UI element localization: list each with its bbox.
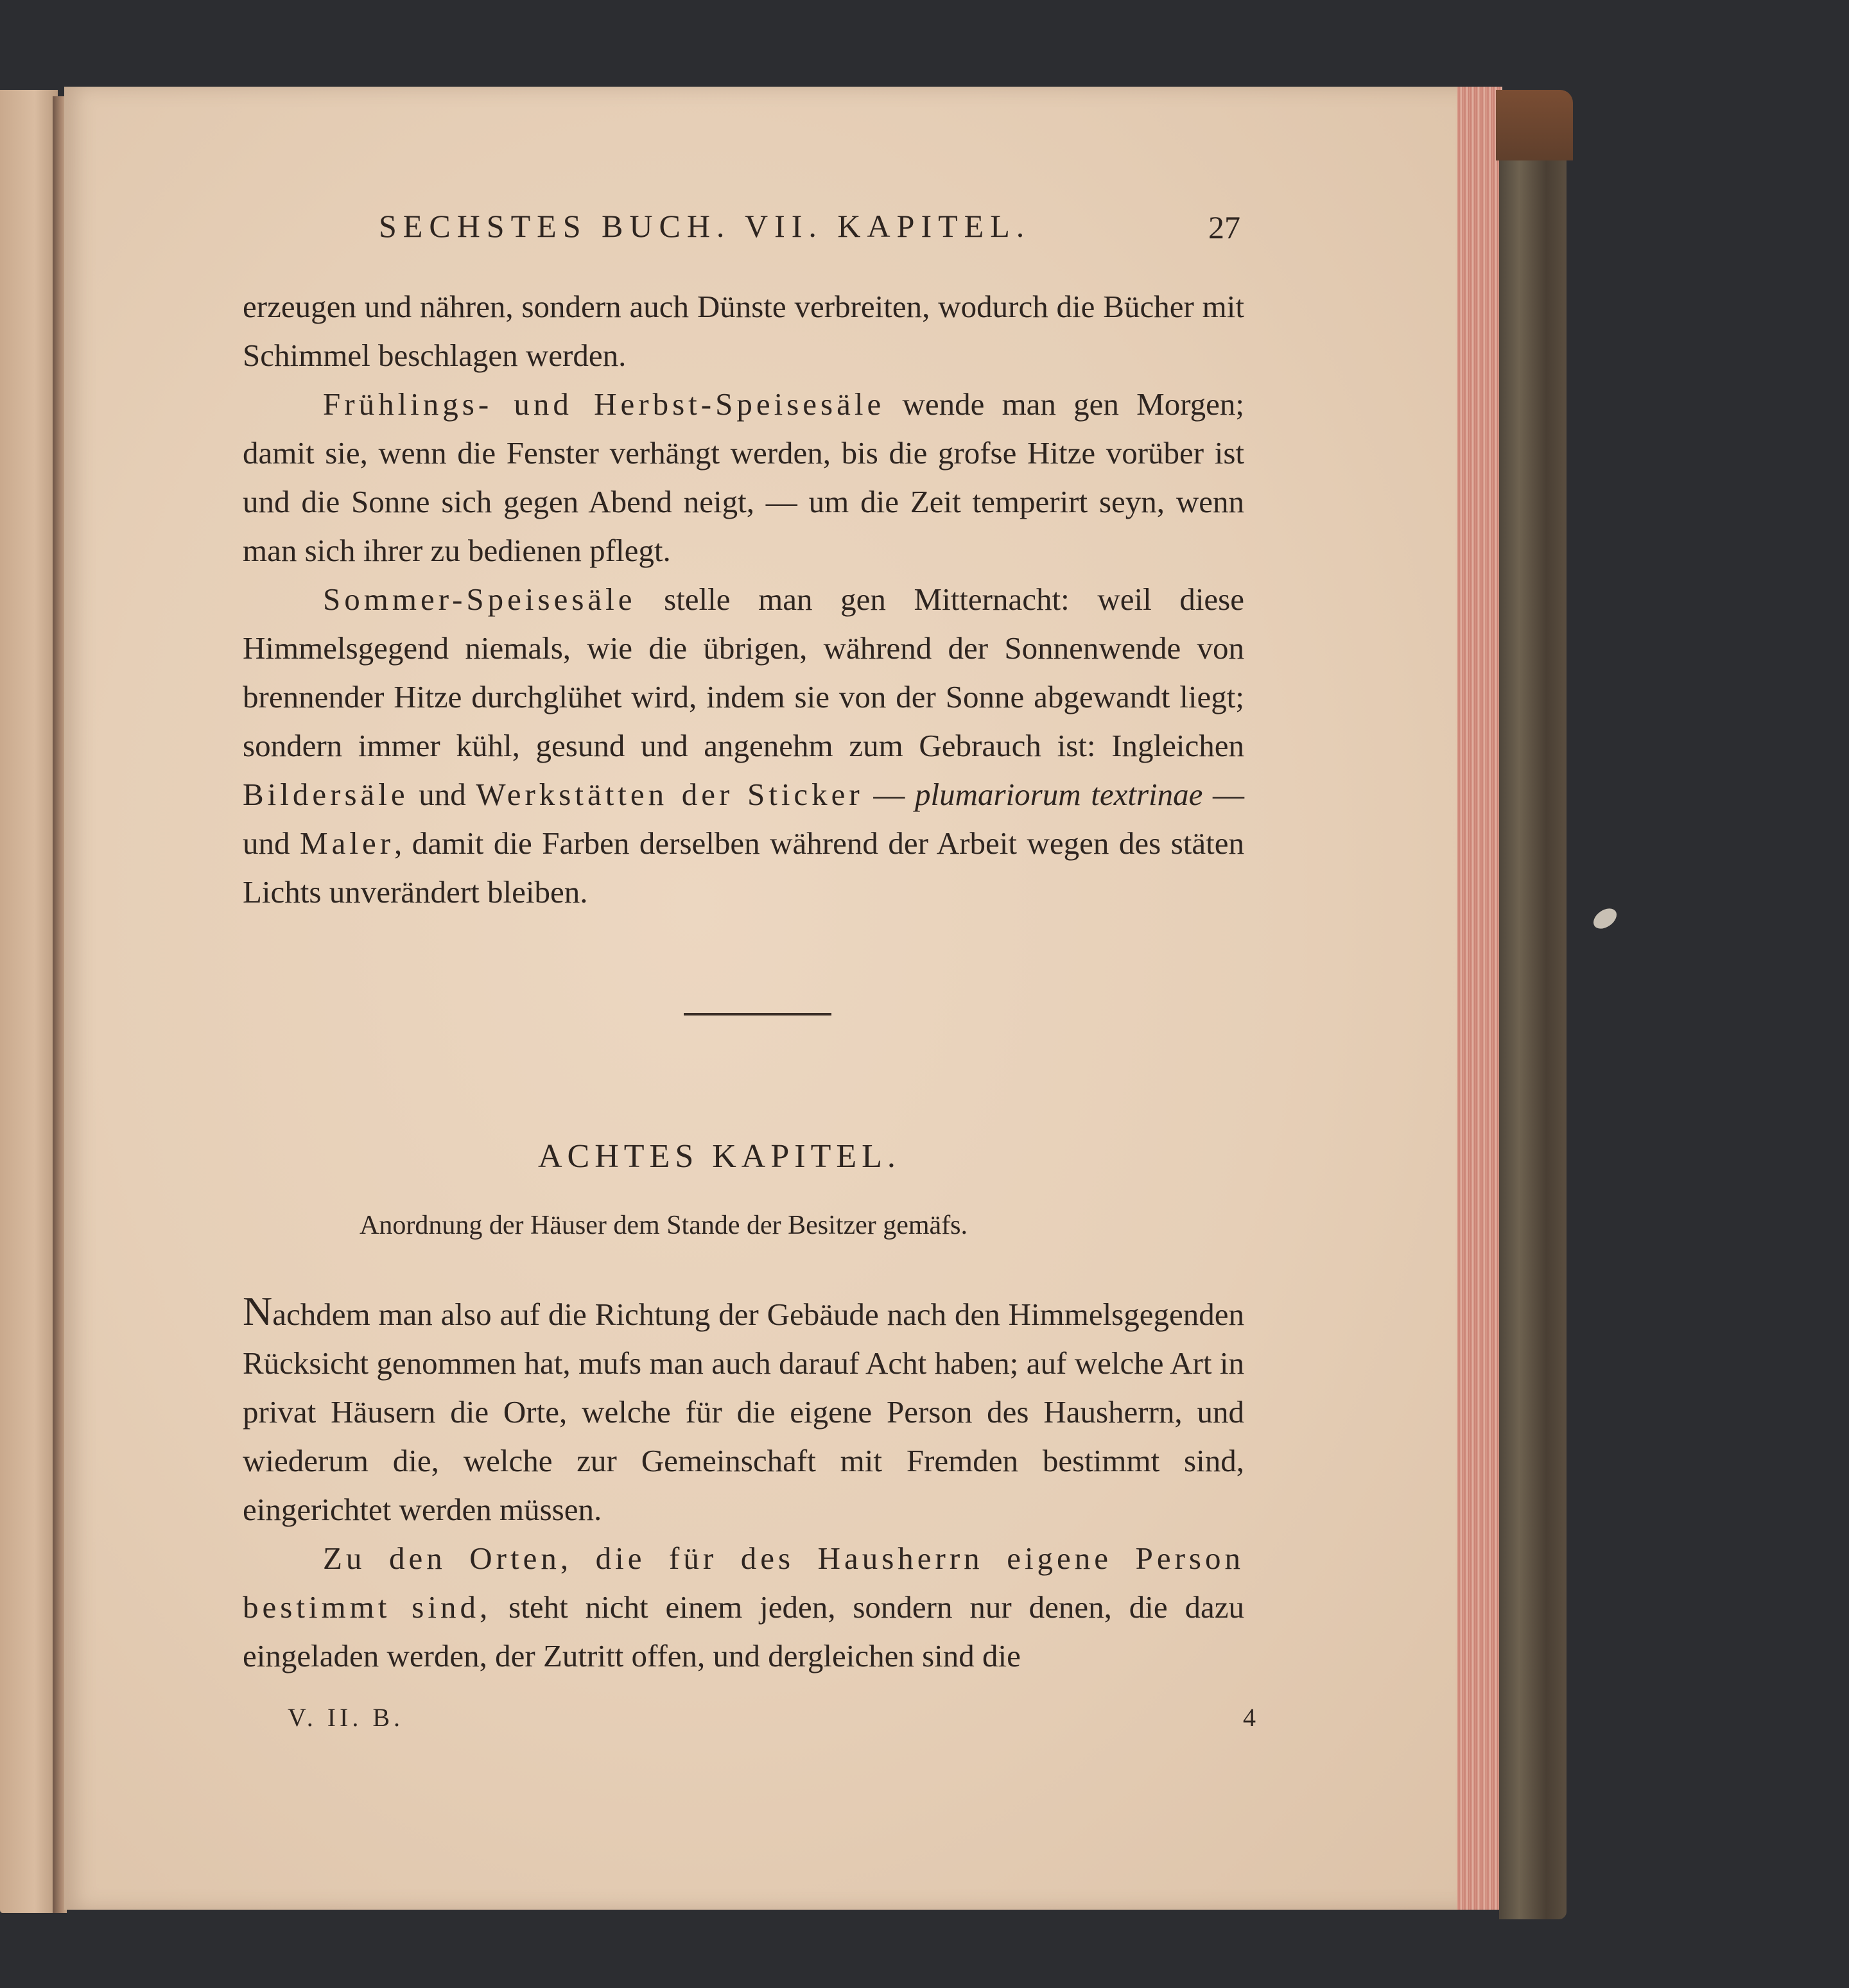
chapter-subtitle: Anordnung der Häuser dem Stande der Besitzer gemäfs.: [360, 1211, 968, 1240]
drop-cap: N: [243, 1288, 273, 1334]
chapter-title: ACHTES KAPITEL.: [538, 1138, 901, 1175]
term-bildersaele: Bildersäle: [243, 777, 409, 812]
paragraph-1: erzeugen und nähren, sondern auch Dünste verbreiten, wodurch die Bücher mit Schimmel beschlagen werden.: [243, 289, 1244, 373]
page-edges: [1457, 87, 1502, 1910]
paragraph-3-text-a: stelle man gen Mitternacht: weil diese Himmelsgegend niemals, wie die übrigen, während der Sonnenwende von brennender Hitze durchglühet wird, indem sie von der Sonne abgewandt liegt; sondern immer kühl, gesund und angenehm zum Gebrauch ist: Ingleichen: [243, 582, 1244, 763]
term-fruehlings: Frühlings- und Herbst-Speisesäle: [323, 386, 885, 422]
paragraph-4-text: achdem man also auf die Richtung der Gebäude nach den Himmelsgegenden Rücksicht genommen hat, mufs man auch darauf Acht haben; auf welche Art in privat Häusern die Orte, welche für die eigene Person des Hausherrn, und wiederum die, welche zur Gemeinschaft mit Fremden bestimmt sind, eingerichtet werden müssen.: [243, 1297, 1244, 1527]
paragraph-3-text-e: , damit die Farben derselben während der Arbeit wegen des stäten Lichts unverändert bleiben.: [243, 825, 1244, 910]
facing-page-edge: [0, 90, 58, 1913]
term-sommer: Sommer-Speisesäle: [323, 582, 636, 617]
term-werkstaetten: Werkstätten der Sticker: [476, 777, 864, 812]
paragraph-3-text-c: —: [863, 777, 915, 812]
book-cover: [1499, 90, 1567, 1919]
section-body-top: [243, 282, 1244, 917]
paragraph-2: [243, 380, 1244, 575]
paragraph-5: [243, 1534, 1244, 1681]
cover-corner: [1496, 90, 1573, 160]
term-orten: Zu den Orten, die für des Hausherrn eigene Person bestimmt sind,: [243, 1541, 1244, 1625]
term-maler: Maler: [300, 825, 395, 861]
paragraph-5-text: steht nicht einem jeden, sondern nur denen, die dazu eingeladen werden, der Zutritt offen, und dergleichen sind die: [243, 1589, 1244, 1673]
ribbon-marker: [1590, 904, 1620, 933]
printer-signature: V. II. B.: [288, 1703, 404, 1732]
paragraph-3-text-b: und: [408, 777, 476, 812]
section-body-bottom: [243, 1287, 1244, 1681]
paragraph-2-text: wende man gen Morgen; damit sie, wenn die Fenster verhängt werden, bis die grofse Hitze vorüber ist und die Sonne sich gegen Abend neigt, — um die Zeit temperirt seyn, wenn man sich ihrer zu bedienen pflegt.: [243, 386, 1245, 568]
sheet-number: 4: [1243, 1703, 1256, 1732]
latin-phrase: plumariorum textrinae: [914, 777, 1203, 812]
paragraph-4: [243, 1287, 1244, 1534]
paragraph-3-text-d: — und: [243, 777, 1244, 861]
page-number: 27: [1208, 209, 1240, 245]
paragraph-3: [243, 575, 1244, 917]
running-header: SECHSTES BUCH. VII. KAPITEL.: [379, 208, 1031, 244]
section-divider: [684, 1013, 831, 1016]
